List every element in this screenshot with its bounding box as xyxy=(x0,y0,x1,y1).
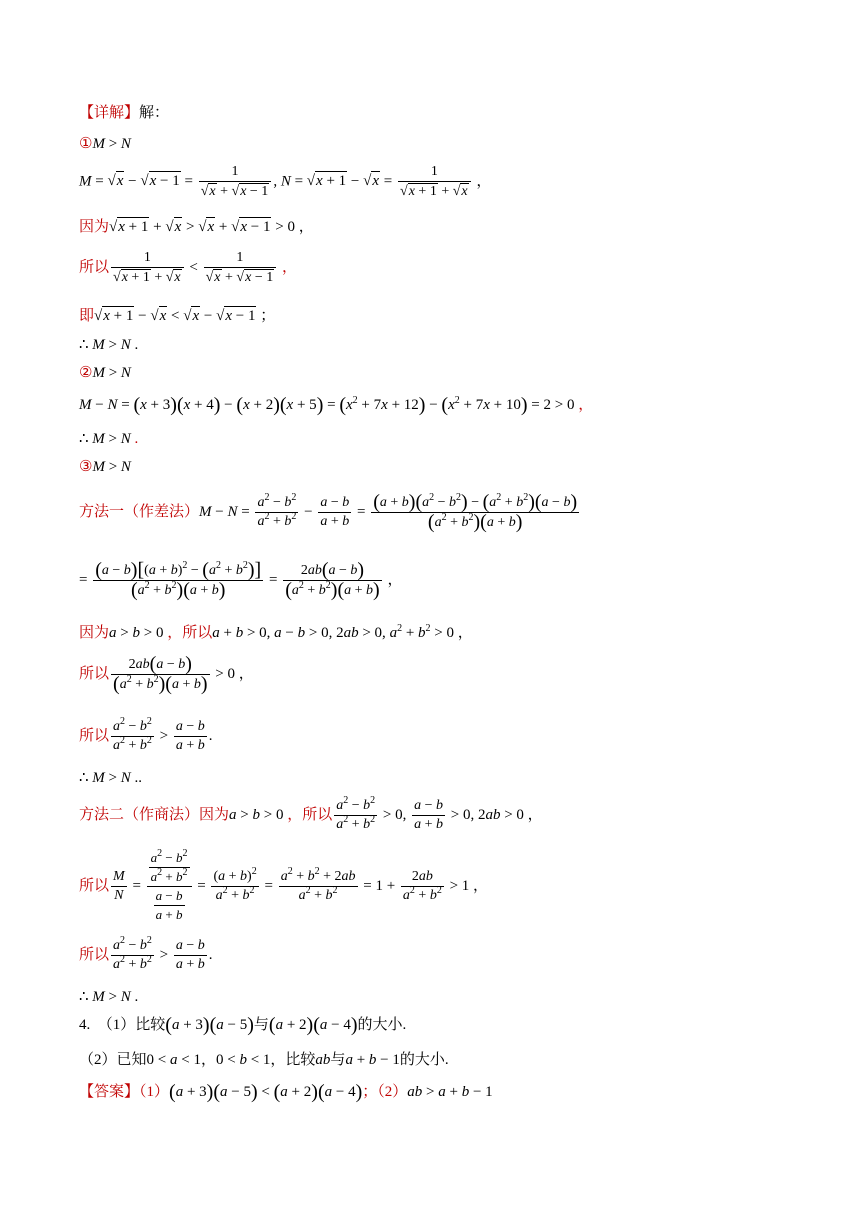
part1-number: ① xyxy=(79,136,93,152)
part1-because: 因为√x + 1 + √x > √x + √x − 1 > 0 ， xyxy=(79,219,314,235)
part2-number: ② xyxy=(79,365,93,381)
method1-label: 方法一（作差法） xyxy=(79,503,200,520)
part2-equation: $M - N = (x + 3)(x + 4) - (x + 2)(x + 5) = (x^2 + 7x + 12) - (x^2 + 7x + 10) = 2 > 0$ ， xyxy=(79,394,594,416)
method1-so2: 所以 $\frac{2ab(a - b)}{(a^2 + b^2)(a + b)}$ > 0 ， xyxy=(79,653,254,695)
part1-heading: ①M > N xyxy=(79,136,131,152)
method1-because: 因为a > b > 0 ，所以a + b > 0, a − b > 0, 2ab > 0, $a^2 + b^2 > 0$ ， xyxy=(79,623,473,641)
part2-therefore: ∴ M > N . xyxy=(79,431,139,447)
method1-line2: = $\frac{(a - b)[(a + b)^2 - (a^2 + b^2)]}{(a^2 + b^2)(a + b)}$ = $\frac{2ab(a - b)}{(a^2 + b^2)(a + b)}$ ， xyxy=(79,559,403,601)
part1-equation-mn: M = √x − √x − 1 = $\frac{1}{√x + √x - 1}$ , N = √x + 1 − √x = $\frac{1}{√x + 1 + √x}$ ， xyxy=(79,164,492,199)
part1-so: 所以 $\frac{1}{√x + 1 + √x}$ < $\frac{1}{√x + √x - 1}$ ， xyxy=(79,250,297,285)
answer-line: 【答案】（1）(a + 3)(a − 5) < (a + 2)(a − 4)；（2）ab > a + b − 1 xyxy=(79,1081,493,1103)
method1-therefore: ∴ M > N .. xyxy=(79,770,143,786)
detail-label: 【详解】 xyxy=(79,105,140,121)
jie-label: 解： xyxy=(139,105,170,121)
part3-heading: ③M > N xyxy=(79,459,131,475)
answer-label: 【答案】 xyxy=(79,1084,140,1100)
part3-number: ③ xyxy=(79,459,93,475)
q4-part1: 4. （1）比较(a + 3)(a − 5)与(a + 2)(a − 4)的大小. xyxy=(79,1014,407,1036)
part1-claim: M xyxy=(92,136,105,152)
method2-label: 方法二（作商法）因为 xyxy=(79,806,230,823)
part1-ji: 即√x + 1 − √x < √x − √x − 1 ； xyxy=(79,308,276,324)
q4-part2: （2）已知0 < a < 1，0 < b < 1，比较ab与a + b − 1的大小. xyxy=(79,1052,449,1068)
q4-number: 4. xyxy=(79,1017,91,1033)
part1-therefore: ∴ M > N . xyxy=(79,337,139,353)
method2-therefore: ∴ M > N . xyxy=(79,989,139,1005)
method1-so3: 所以 $\frac{a^2 - b^2}{a^2 + b^2}$ > $\frac{a - b}{a + b}$ . xyxy=(79,716,213,753)
method2-line1: 方法二（作商法）因为a > b > 0 ，所以 $\frac{a^2 - b^2}{a^2 + b^2}$ > 0, $\frac{a - b}{a + b}$ > 0, 2ab > 0 ， xyxy=(79,795,543,832)
method2-line2: 所以 $\frac{M}{N}$ = $\frac{\frac{a^2 - b^2}{a^2 + b^2}}{\frac{a - b}{a + b}}$ = $\frac{(a + b)^2}{a^2 + b^2}$ = $\frac{a^2 + b^2 + 2ab}{a^2 + b^2}$ = 1 + $\frac{2ab}{a^2 + b^2}$ > 1 ， xyxy=(79,848,489,922)
part2-heading: ②M > N xyxy=(79,365,131,381)
method2-so6: 所以 $\frac{a^2 - b^2}{a^2 + b^2}$ > $\frac{a - b}{a + b}$ . xyxy=(79,935,213,972)
method1-line1: 方法一（作差法）M − N = $\frac{a^2 - b^2}{a^2 + b^2}$ − $\frac{a - b}{a + b}$ = $\frac{(a + b)(a^2 - b^2) - (a^2 + b^2)(a - b)}{(a^2 + b^2)(a + b)}$ xyxy=(79,491,578,533)
detail-heading xyxy=(79,104,169,122)
